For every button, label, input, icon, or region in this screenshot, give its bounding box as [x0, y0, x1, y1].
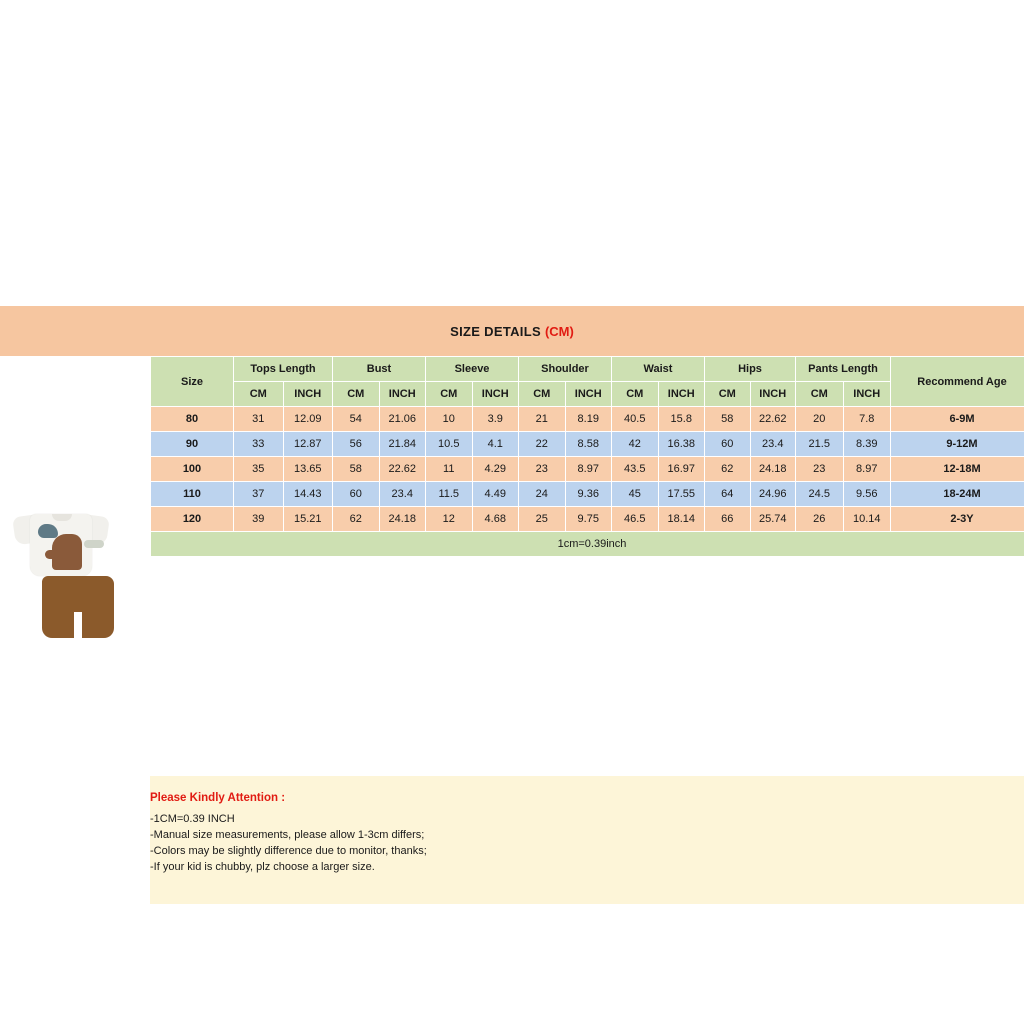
cell-value: 31: [234, 407, 284, 432]
cell-value: 37: [234, 482, 284, 507]
cell-value: 25.74: [750, 507, 796, 532]
subheader-inch: INCH: [658, 382, 705, 407]
cell-value: 58: [333, 457, 380, 482]
cell-value: 24.96: [750, 482, 796, 507]
cell-value: 10.5: [426, 432, 473, 457]
conversion-note: 1cm=0.39inch: [151, 532, 1024, 557]
cell-value: 15.21: [283, 507, 333, 532]
attention-line: -1CM=0.39 INCH: [150, 813, 235, 825]
cell-value: 23.4: [379, 482, 426, 507]
cell-value: 12.09: [283, 407, 333, 432]
cell-recommend-age: 12-18M: [891, 457, 1024, 482]
group-header-row: [151, 357, 1024, 382]
cell-value: 54: [333, 407, 380, 432]
cell-value: 17.55: [658, 482, 705, 507]
attention-line: -If your kid is chubby, plz choose a larger size.: [150, 861, 375, 873]
cell-value: 22: [519, 432, 566, 457]
size-table-head: [151, 357, 1024, 407]
tshirt-body: [30, 514, 92, 576]
cell-size: 90: [151, 432, 234, 457]
cell-value: 33: [234, 432, 284, 457]
cell-value: 23: [519, 457, 566, 482]
cell-value: 11: [426, 457, 473, 482]
cell-value: 9.75: [565, 507, 612, 532]
page-title-unit: (CM): [544, 323, 574, 339]
product-photo: [0, 356, 150, 776]
attention-left-spacer: [0, 776, 150, 904]
attention-content: [150, 792, 1024, 875]
cell-value: 60: [333, 482, 380, 507]
subheader-inch: INCH: [750, 382, 796, 407]
table-row: [151, 457, 1024, 482]
cell-value: 39: [234, 507, 284, 532]
cell-value: 24.18: [379, 507, 426, 532]
dinosaur-text-graphic: [84, 540, 104, 548]
cell-value: 21: [519, 407, 566, 432]
cell-value: 9.36: [565, 482, 612, 507]
attention-panel: [150, 776, 1024, 904]
attention-section: [0, 776, 1024, 904]
subheader-inch: INCH: [472, 382, 519, 407]
subheader-cm: CM: [705, 382, 751, 407]
cell-value: 23.4: [750, 432, 796, 457]
cell-value: 4.29: [472, 457, 519, 482]
column-header-waist: Waist: [612, 357, 705, 382]
page-title: SIZE DETAILS: [450, 323, 541, 339]
cell-value: 4.1: [472, 432, 519, 457]
cell-value: 40.5: [612, 407, 659, 432]
cell-value: 8.58: [565, 432, 612, 457]
conversion-note-row: [151, 532, 1024, 557]
product-image: [12, 514, 140, 640]
cell-value: 14.43: [283, 482, 333, 507]
table-row: [151, 482, 1024, 507]
column-header-tops-length: Tops Length: [234, 357, 333, 382]
subheader-cm: CM: [333, 382, 380, 407]
cell-value: 66: [705, 507, 751, 532]
column-header-size: Size: [151, 357, 234, 407]
table-row: [151, 407, 1024, 432]
cell-value: 18.14: [658, 507, 705, 532]
cell-value: 22.62: [379, 457, 426, 482]
subheader-cm: CM: [796, 382, 844, 407]
cell-value: 8.19: [565, 407, 612, 432]
size-table-body: [151, 407, 1024, 557]
cell-value: 8.97: [843, 457, 891, 482]
cell-size: 100: [151, 457, 234, 482]
cell-value: 13.65: [283, 457, 333, 482]
cell-value: 7.8: [843, 407, 891, 432]
cell-value: 25: [519, 507, 566, 532]
subheader-cm: CM: [426, 382, 473, 407]
subheader-cm: CM: [612, 382, 659, 407]
cell-value: 56: [333, 432, 380, 457]
cell-value: 43.5: [612, 457, 659, 482]
column-header-bust: Bust: [333, 357, 426, 382]
size-chart: [0, 306, 1024, 904]
cell-value: 20: [796, 407, 844, 432]
size-details-title-band: [0, 306, 1024, 356]
cell-value: 23: [796, 457, 844, 482]
attention-line: -Manual size measurements, please allow 1-3cm differs;: [150, 829, 425, 841]
cell-value: 24.5: [796, 482, 844, 507]
cell-value: 8.39: [843, 432, 891, 457]
column-header-sleeve: Sleeve: [426, 357, 519, 382]
big-dinosaur-graphic: [52, 534, 82, 570]
cell-value: 21.84: [379, 432, 426, 457]
cell-value: 8.97: [565, 457, 612, 482]
cell-recommend-age: 9-12M: [891, 432, 1024, 457]
cell-value: 64: [705, 482, 751, 507]
brown-shorts: [42, 576, 114, 638]
attention-title: Please Kindly Attention :: [150, 792, 286, 804]
cell-size: 110: [151, 482, 234, 507]
chart-body: [0, 356, 1024, 776]
cell-value: 16.97: [658, 457, 705, 482]
attention-line: -Colors may be slightly difference due to monitor, thanks;: [150, 845, 427, 857]
subheader-cm: CM: [234, 382, 284, 407]
cell-value: 42: [612, 432, 659, 457]
cell-value: 26: [796, 507, 844, 532]
cell-recommend-age: 6-9M: [891, 407, 1024, 432]
cell-value: 21.06: [379, 407, 426, 432]
cell-value: 45: [612, 482, 659, 507]
cell-value: 3.9: [472, 407, 519, 432]
cell-value: 10.14: [843, 507, 891, 532]
subheader-cm: CM: [519, 382, 566, 407]
cell-value: 62: [333, 507, 380, 532]
subheader-inch: INCH: [843, 382, 891, 407]
cell-value: 12.87: [283, 432, 333, 457]
cell-value: 9.56: [843, 482, 891, 507]
cell-value: 11.5: [426, 482, 473, 507]
cell-size: 120: [151, 507, 234, 532]
cell-value: 4.68: [472, 507, 519, 532]
cell-value: 46.5: [612, 507, 659, 532]
cell-size: 80: [151, 407, 234, 432]
cell-value: 24: [519, 482, 566, 507]
cell-value: 60: [705, 432, 751, 457]
cell-value: 15.8: [658, 407, 705, 432]
size-table: [150, 356, 1024, 557]
table-row: [151, 507, 1024, 532]
cell-value: 22.62: [750, 407, 796, 432]
cell-value: 12: [426, 507, 473, 532]
subheader-inch: INCH: [283, 382, 333, 407]
column-header-shoulder: Shoulder: [519, 357, 612, 382]
cell-value: 10: [426, 407, 473, 432]
small-dinosaur-graphic: [38, 524, 58, 538]
column-header-pants-length: Pants Length: [796, 357, 891, 382]
cell-value: 35: [234, 457, 284, 482]
cell-value: 21.5: [796, 432, 844, 457]
column-header-recommend-age: Recommend Age: [891, 357, 1024, 407]
cell-value: 4.49: [472, 482, 519, 507]
subheader-inch: INCH: [379, 382, 426, 407]
cell-value: 24.18: [750, 457, 796, 482]
cell-value: 58: [705, 407, 751, 432]
cell-value: 16.38: [658, 432, 705, 457]
cell-recommend-age: 18-24M: [891, 482, 1024, 507]
column-header-hips: Hips: [705, 357, 796, 382]
cell-value: 62: [705, 457, 751, 482]
table-row: [151, 432, 1024, 457]
cell-recommend-age: 2-3Y: [891, 507, 1024, 532]
subheader-inch: INCH: [565, 382, 612, 407]
